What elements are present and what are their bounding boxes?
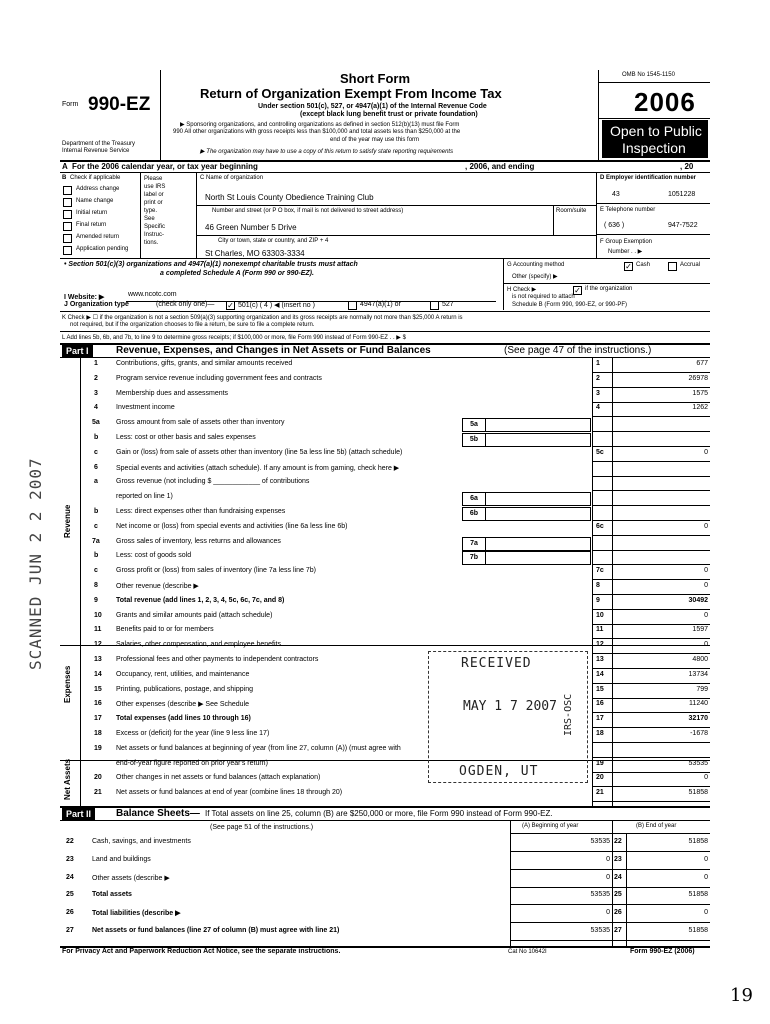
initial-return-checkbox[interactable] xyxy=(63,210,72,219)
line-text: Professional fees and other payments to independent contractors xyxy=(116,656,319,663)
schedule-b-checkbox[interactable]: ✓ xyxy=(574,286,581,295)
line-number: 6 xyxy=(94,463,98,471)
line-k-text2: not required, but if the organization chooses to file a return, be sure to file a complete return. xyxy=(70,322,315,328)
4947-checkbox[interactable] xyxy=(348,301,357,310)
line-amount[interactable]: 0 xyxy=(704,641,708,649)
line-box-number: 7c xyxy=(596,567,604,575)
line-text: Printing, publications, postage, and shipping xyxy=(116,685,253,693)
received-stamp xyxy=(428,651,588,783)
line-number: c xyxy=(94,567,98,575)
line-box-number: 12 xyxy=(596,641,604,649)
col-divider-right xyxy=(612,358,613,806)
line-amount[interactable]: 0 xyxy=(704,774,708,782)
line-amount[interactable]: 11240 xyxy=(689,700,708,708)
tax-year: 2006 xyxy=(634,87,696,117)
line-box-number: 6c xyxy=(596,522,604,530)
part2-see: (See page 51 of the instructions.) xyxy=(210,824,314,831)
telephone-label: E Telephone number xyxy=(600,207,656,213)
ein-label: D Employer identification number xyxy=(600,175,697,181)
line-number: 13 xyxy=(94,656,102,663)
line-rule xyxy=(592,372,710,373)
line-text: Gross revenue (not including $ ____________ of contributions xyxy=(116,478,310,486)
line-rule xyxy=(592,446,710,447)
accounting-method-label: G Accounting method xyxy=(507,262,565,268)
line-box-number: 21 xyxy=(596,789,604,797)
line-number: 23 xyxy=(66,855,74,863)
line-amount[interactable]: 4800 xyxy=(692,656,708,663)
line-text: Gross sales of inventory, less returns and allowances xyxy=(116,537,281,545)
line-text: Special events and activities (attach schedule). If any amount is from gaming, check here ▶ xyxy=(116,464,400,472)
line-a-text: For the 2006 calendar year, or tax year beginning xyxy=(72,162,258,171)
4947-label: 4947(a)(1) or xyxy=(360,301,401,308)
part1-tag: Part I xyxy=(62,345,93,357)
line-amount[interactable]: -1678 xyxy=(690,730,708,737)
line-number: 16 xyxy=(94,700,102,708)
line-box-number: 11 xyxy=(596,626,604,634)
check-h-label: H Check ▶ xyxy=(507,287,537,293)
line-box-number: 14 xyxy=(596,670,604,678)
line-amount[interactable]: 799 xyxy=(696,685,708,693)
line-box-number: 18 xyxy=(596,730,604,737)
accrual-checkbox[interactable] xyxy=(668,262,677,271)
line-b-text: Check if applicable xyxy=(70,175,121,181)
line-amount[interactable]: 53535 xyxy=(688,759,708,767)
line-number: 4 xyxy=(94,404,98,412)
cash-checkbox[interactable]: ✓ xyxy=(625,262,632,271)
open-line2: Inspection xyxy=(622,140,686,156)
line-number: 12 xyxy=(94,641,102,649)
line-box-number: 1 xyxy=(596,360,600,367)
address-change-checkbox[interactable] xyxy=(63,186,72,195)
under-section: Under section 501(c), 527, or 4947(a)(1) of the Internal Revenue Code xyxy=(258,103,487,110)
check-h-line2: is not required to attach xyxy=(512,294,575,300)
side-label-net-assets: Net Assets xyxy=(63,758,72,800)
sub-box-amount[interactable] xyxy=(485,551,591,565)
line-rule xyxy=(592,550,710,551)
initial-return-label: Initial return xyxy=(76,210,108,216)
dept-line1: Department of the Treasury xyxy=(62,141,136,147)
line-number: 1 xyxy=(94,360,98,367)
line-rule xyxy=(592,727,710,728)
section-501c3-note2: a completed Schedule A (Form 990 or 990-EZ). xyxy=(160,270,314,277)
sub-box-label: 7a xyxy=(462,537,486,551)
title-main: Return of Organization Exempt From Income Tax xyxy=(200,86,502,101)
room-label: Room/suite xyxy=(556,208,587,214)
line-text: Contributions, gifts, grants, and similar amounts received xyxy=(116,360,293,367)
line-rule xyxy=(592,490,710,491)
line-number: 8 xyxy=(94,582,98,589)
line-box-number: 5c xyxy=(596,448,604,456)
501c-checkbox[interactable]: ✓ xyxy=(227,301,234,310)
line-amount[interactable]: 32170 xyxy=(688,715,708,723)
application-pending-label: Application pending xyxy=(76,246,129,252)
amended-return-checkbox[interactable] xyxy=(63,234,72,243)
line-l-text: L Add lines 5b, 6b, and 7b, to line 9 to determine gross receipts; if $100,000 or more, file Form 990 instead of Form 990-EZ . . ▶ $ xyxy=(62,335,406,341)
line-text: Other revenue (describe ▶ xyxy=(116,583,199,590)
line-number: 24 xyxy=(66,873,74,881)
line-text: Total revenue (add lines 1, 2, 3, 4, 5c, 6c, 7c, and 8) xyxy=(116,596,285,604)
line-number: 11 xyxy=(94,626,102,634)
line-number: 25 xyxy=(66,891,74,899)
501c-label: 501(c) ( 4 ) ◀ (insert no ) xyxy=(238,302,315,309)
line-rule xyxy=(510,869,710,870)
city-value[interactable]: St Charles, MO 63303-3334 xyxy=(205,249,305,258)
line-box-number: 17 xyxy=(596,715,604,723)
group-exemption-label: F Group Exemption xyxy=(600,239,653,245)
line-box-number: 26 xyxy=(614,909,622,917)
side-label-revenue: Revenue xyxy=(63,504,72,538)
street-label: Number and street (or P O box, if mail is not delivered to street address) xyxy=(212,208,404,214)
line-number: 7a xyxy=(92,537,100,545)
line-text: Gross amount from sale of assets other than inventory xyxy=(116,419,285,427)
line-text: Net assets or fund balances at beginning of year (from line 27, column (A)) (must agree with xyxy=(116,744,401,752)
col-a-amount[interactable]: 0 xyxy=(606,855,610,863)
dept-line2: Internal Revenue Service xyxy=(62,148,130,154)
may-have-line: ▶ The organization may have to use a copy of this return to satisfy state reporting requirements xyxy=(200,149,454,155)
line-box-number: 20 xyxy=(596,774,604,782)
page-mark: 19 xyxy=(730,985,753,1006)
line-rule xyxy=(510,851,710,852)
col-a-amount[interactable]: 0 xyxy=(606,909,610,917)
line-k-text: K Check ▶ ☐ if the organization is not a section 509(a)(3) supporting organization and its gross receipts are normally not more than $25,000 A return is xyxy=(62,315,463,321)
line-rule xyxy=(592,402,710,403)
line-box-number: 2 xyxy=(596,374,600,382)
line-box-number: 8 xyxy=(596,582,600,589)
527-checkbox[interactable] xyxy=(430,301,439,310)
sub-box-label: 6b xyxy=(462,507,486,521)
stamp-date: MAY 1 7 2007 xyxy=(463,699,557,714)
line-text: Less: cost of goods sold xyxy=(116,552,192,560)
line-rule xyxy=(592,638,710,639)
line-rule xyxy=(592,520,710,521)
phone-value[interactable]: 947-7522 xyxy=(668,222,698,229)
line-number: 10 xyxy=(94,611,102,619)
line-amount[interactable]: 1597 xyxy=(692,626,708,634)
line-number: 2 xyxy=(94,374,98,382)
line-a-mid: , 2006, and ending xyxy=(465,162,535,171)
org-name-label: C Name of organization xyxy=(200,175,264,181)
stamp-received: RECEIVED xyxy=(461,656,532,671)
line-text: Other expenses (describe ▶ See Schedule xyxy=(116,701,250,709)
line-text: Total liabilities (describe ▶ xyxy=(92,910,181,918)
amended-return-label: Amended return xyxy=(76,234,120,240)
line-rule xyxy=(592,609,710,610)
line-rule xyxy=(592,579,710,580)
sub-box-label: 5b xyxy=(462,433,486,447)
privacy-notice: For Privacy Act and Paperwork Reduction Act Notice, see the separate instructions. xyxy=(62,948,341,955)
name-change-label: Name change xyxy=(76,198,114,204)
accrual-label: Accrual xyxy=(680,262,701,268)
line-number: c xyxy=(94,448,98,456)
stamp-city: OGDEN, UT xyxy=(459,764,539,779)
line-amount[interactable]: 26978 xyxy=(688,374,708,382)
line-text: Gain or (loss) from sale of assets other than inventory (line 5a less line 5b) (attach schedule) xyxy=(116,448,403,456)
line-amount[interactable]: 13734 xyxy=(688,670,708,678)
org-name-value[interactable]: North St Louis County Obedience Training Club xyxy=(205,193,374,202)
line-number: 26 xyxy=(66,909,74,917)
name-change-checkbox[interactable] xyxy=(63,198,72,207)
line-number: b xyxy=(94,508,99,515)
col-a-amount[interactable]: 53535 xyxy=(590,927,610,934)
open-to-public-box xyxy=(602,120,708,158)
line-rule xyxy=(592,594,710,595)
col-a-amount[interactable]: 53535 xyxy=(590,838,610,845)
line-text: Program service revenue including government fees and contracts xyxy=(116,374,322,382)
line-box-number: 27 xyxy=(614,927,622,934)
catalog-number: Cat No 10642I xyxy=(508,949,547,955)
line-box-number: 19 xyxy=(596,759,604,767)
line-text: Net income or (loss) from special events and activities (line 6a less line 6b) xyxy=(116,522,348,530)
line-number: 5a xyxy=(92,419,100,427)
line-text: Cash, savings, and investments xyxy=(92,838,191,845)
line-amount[interactable]: 1262 xyxy=(692,404,708,412)
line-number: b xyxy=(94,552,99,560)
sponsoring-line3: end of the year may use this form xyxy=(330,137,420,143)
line-box-number: 13 xyxy=(596,656,604,663)
part2-title-rest: If Total assets on line 25, column (B) are $250,000 or more, file Form 990 instead of Form 990-EZ. xyxy=(205,809,553,818)
line-rule xyxy=(592,772,710,773)
line-a-label: A xyxy=(62,162,68,171)
col-a-header: (A) Beginning of year xyxy=(522,823,579,829)
col-b-header: (B) End of year xyxy=(636,823,677,829)
col-b-amount[interactable]: 51858 xyxy=(688,838,708,845)
line-rule xyxy=(592,712,710,713)
line-rule xyxy=(592,757,710,758)
line-number: b xyxy=(94,434,99,441)
line-text: Salaries, other compensation, and employee benefits xyxy=(116,641,281,649)
line-text: Gross profit or (loss) from sales of inventory (line 7a less line 7b) xyxy=(116,567,316,575)
line-box-number: 25 xyxy=(614,891,622,899)
col-a-amount[interactable]: 53535 xyxy=(590,891,610,899)
line-text: Total expenses (add lines 10 through 16) xyxy=(116,715,251,723)
website-label: I Website: ▶ xyxy=(64,294,105,301)
line-amount[interactable]: 1575 xyxy=(692,389,708,397)
part2-tag: Part II xyxy=(62,808,95,820)
line-rule xyxy=(592,698,710,699)
line-box-number: 9 xyxy=(596,596,600,604)
sub-box-label: 7b xyxy=(462,551,486,565)
line-box-number: 16 xyxy=(596,700,604,708)
line-text: Occupancy, rent, utilities, and maintenance xyxy=(116,670,250,678)
line-rule xyxy=(510,904,710,905)
line-number: 15 xyxy=(94,685,102,693)
sub-box-amount[interactable] xyxy=(485,418,591,432)
line-text: end-of-year figure reported on prior year's return) xyxy=(116,759,268,767)
side-label-expenses: Expenses xyxy=(63,665,72,703)
line-rule xyxy=(592,624,710,625)
line-box-number: 10 xyxy=(596,611,604,619)
part2-title: Balance Sheets— xyxy=(116,808,200,819)
street-value[interactable]: 46 Green Number 5 Drive xyxy=(205,223,297,232)
line-amount[interactable]: 0 xyxy=(704,522,708,530)
line-text: Net assets or fund balances (line 27 of column (B) must agree with line 21) xyxy=(92,927,340,934)
line-number: 27 xyxy=(66,927,74,934)
sub-box-amount[interactable] xyxy=(485,537,591,551)
line-a-end: , 20 xyxy=(680,162,694,171)
open-line1: Open to Public xyxy=(610,123,702,139)
cash-label: Cash xyxy=(636,262,651,268)
line-rule xyxy=(592,801,710,802)
line-rule xyxy=(592,387,710,388)
form-label: Form xyxy=(62,101,79,108)
final-return-checkbox[interactable] xyxy=(63,222,72,231)
line-rule xyxy=(592,416,710,417)
line-rule xyxy=(510,922,710,923)
line-text: Other assets (describe ▶ xyxy=(92,874,170,882)
line-text: Less: cost or other basis and sales expenses xyxy=(116,434,256,441)
line-rule xyxy=(510,887,710,888)
line-text: Excess or (deficit) for the year (line 9 less line 17) xyxy=(116,730,270,737)
col-b-amount[interactable]: 51858 xyxy=(688,891,708,899)
line-number: 20 xyxy=(94,774,102,782)
sub-box-label: 5a xyxy=(462,418,486,432)
omb-number: OMB No 1545-1150 xyxy=(622,72,675,78)
line-rule xyxy=(592,476,710,477)
line-box-number: 23 xyxy=(614,855,622,863)
line-number: 22 xyxy=(66,838,74,845)
part1-see: (See page 47 of the instructions.) xyxy=(504,345,652,356)
other-method-label: Other (specify) ▶ xyxy=(512,274,558,280)
line-rule xyxy=(592,564,710,565)
check-h-line3: Schedule B (Form 990, 990-EZ, or 990-PF) xyxy=(512,302,628,308)
phone-area[interactable]: ( 636 ) xyxy=(604,222,625,229)
col-divider-left xyxy=(592,358,593,806)
application-pending-checkbox[interactable] xyxy=(63,246,72,255)
title-short-form: Short Form xyxy=(340,71,411,86)
form-number: 990-EZ xyxy=(88,94,151,115)
line-rule xyxy=(592,786,710,787)
line-number: 18 xyxy=(94,730,102,737)
line-text: Membership dues and assessments xyxy=(116,389,229,397)
part1-title: Revenue, Expenses, and Changes in Net Assets or Fund Balances xyxy=(116,345,431,356)
line-amount[interactable]: 677 xyxy=(696,360,708,367)
ein-prefix[interactable]: 43 xyxy=(612,191,620,198)
line-text: Other changes in net assets or fund balances (attach explanation) xyxy=(116,774,321,782)
line-text: Land and buildings xyxy=(92,855,151,863)
col-b-amount[interactable]: 0 xyxy=(704,855,708,863)
line-amount[interactable]: 0 xyxy=(704,582,708,589)
scanned-stamp: SCANNED JUN 2 2 2007 xyxy=(26,457,45,670)
except-line: (except black lung benefit trust or private foundation) xyxy=(300,111,478,118)
527-label: 527 xyxy=(442,301,454,308)
line-amount[interactable]: 51858 xyxy=(688,789,708,797)
line-rule xyxy=(592,505,710,506)
line-text: reported on line 1) xyxy=(116,493,173,501)
section-501c3-note: • Section 501(c)(3) organizations and 4947(a)(1) nonexempt charitable trusts must attach xyxy=(64,261,358,268)
line-number: a xyxy=(94,478,98,486)
sponsoring-line1: ▶ Sponsoring organizations, and controlling organizations as defined in section 512(b)(13) must file Form xyxy=(180,122,460,128)
line-rule xyxy=(592,431,710,432)
line-text: Net assets or fund balances at end of year (combine lines 18 through 20) xyxy=(116,789,343,797)
sub-box-amount[interactable] xyxy=(485,433,591,447)
group-exemption-number: Number . . ▶ xyxy=(608,249,643,255)
line-number: c xyxy=(94,522,98,530)
line-amount[interactable]: 0 xyxy=(704,448,708,456)
line-number: 9 xyxy=(94,596,98,604)
sub-box-label: 6a xyxy=(462,492,486,506)
line-rule xyxy=(510,940,710,941)
line-box-number: 3 xyxy=(596,389,600,397)
city-label: City or town, state or country, and ZIP + 4 xyxy=(218,238,329,244)
form-footer: Form 990-EZ (2006) xyxy=(630,948,695,955)
org-type-label: J Organization type xyxy=(64,301,129,308)
website-value[interactable]: www.ncotc.com xyxy=(128,291,177,298)
line-number: 14 xyxy=(94,670,102,678)
stamp-code: IRS-OSC xyxy=(563,693,574,736)
line-box-number: 24 xyxy=(614,873,622,881)
line-rule xyxy=(592,535,710,536)
sponsoring-line2: 990 All other organizations with gross receipts less than $100,000 and total assets less than $250,000 at the xyxy=(173,129,461,135)
line-rule xyxy=(592,653,710,654)
line-number: 3 xyxy=(94,389,98,397)
line-rule xyxy=(592,461,710,462)
line-number: 21 xyxy=(94,789,102,797)
line-text: Benefits paid to or for members xyxy=(116,626,214,634)
line-rule xyxy=(592,683,710,684)
col-b-amount[interactable]: 51858 xyxy=(688,927,708,934)
check-h-text: if the organization xyxy=(585,286,633,292)
col-b-amount[interactable]: 0 xyxy=(704,873,708,881)
ein-value[interactable]: 1051228 xyxy=(668,191,696,198)
col-b-amount[interactable]: 0 xyxy=(704,909,708,917)
sub-box-amount[interactable] xyxy=(485,507,591,521)
line-b-label: B xyxy=(62,175,67,181)
line-text: Less: direct expenses other than fundraising expenses xyxy=(116,508,286,515)
line-text: Total assets xyxy=(92,891,132,899)
final-return-label: Final return xyxy=(76,222,107,228)
line-rule xyxy=(592,668,710,669)
line-amount[interactable]: 30492 xyxy=(688,596,708,604)
line-box-number: 22 xyxy=(614,838,622,845)
line-box-number: 15 xyxy=(596,685,604,693)
line-box-number: 4 xyxy=(596,404,600,412)
line-amount[interactable]: 0 xyxy=(704,567,708,575)
sub-box-amount[interactable] xyxy=(485,492,591,506)
address-change-label: Address change xyxy=(76,186,120,192)
line-text: Grants and similar amounts paid (attach schedule) xyxy=(116,611,273,619)
line-rule xyxy=(592,742,710,743)
col-a-amount[interactable]: 0 xyxy=(606,873,610,881)
line-text: Investment income xyxy=(116,404,175,412)
line-amount[interactable]: 0 xyxy=(704,611,708,619)
org-type-text: (check only one)— xyxy=(156,301,215,308)
line-number: 17 xyxy=(94,715,102,723)
line-number: 19 xyxy=(94,744,102,752)
